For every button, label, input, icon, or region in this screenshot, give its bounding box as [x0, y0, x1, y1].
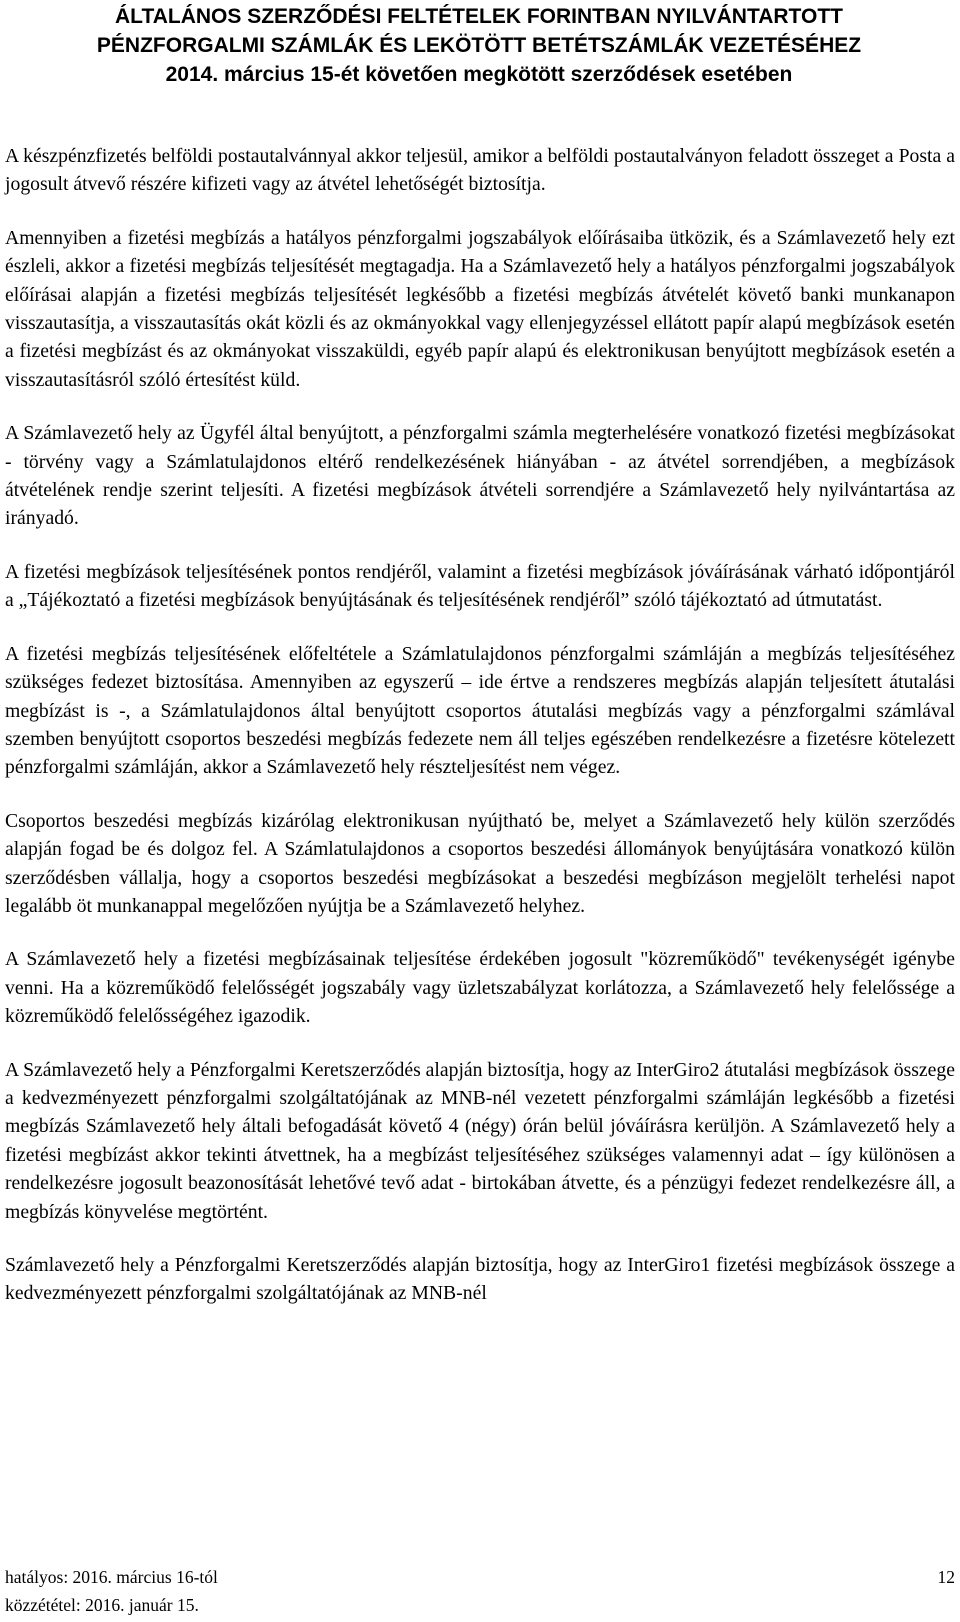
document-body: [5, 142, 955, 1333]
footer-row-effective: [5, 1563, 955, 1591]
paragraph-direct-debit: Csoportos beszedési megbízás kizárólag elektronikusan nyújtható be, melyet a Számlavezető hely külön szerződés alapján fogad be és dolgoz fel. A Számlatulajdonos a csoportos beszedési állományok benyújtására vonatkozó külön szerződésben vállalja, hogy a csoportos beszedési megbízásokat a beszedési megbízáson megjelölt terhelési napot legalább öt munkanappal megelőzően nyújtja be a Számlavezető helyhez.: [5, 809, 955, 917]
document-header: [6, 2, 952, 89]
paragraph-execution-order: A Számlavezető hely az Ügyfél által benyújtott, a pénzforgalmi számla megterhelésére vonatkozó fizetési megbízásokat - törvény vagy a Számlatulajdonos eltérő rendelkezésének hiányában - az átvétel sorrendjében, a megbízások átvételének rendje szerint teljesíti. A fizetési megbízások átvételi sorrendjére a Számlavezető hely nyilvántartása az irányadó.: [5, 422, 955, 530]
paragraph-refusal: Amennyiben a fizetési megbízás a hatályos pénzforgalmi jogszabályok előírásaiba ütközik, és a Számlavezető hely ezt észleli, akkor a fizetési megbízás teljesítését megtagadja. Ha a Számlavezető hely a hatályos pénzforgalmi jogszabályok előírásai alapján a fizetési megbízás teljesítését legkésőbb a fizetési megbízás átvételét követő banki munkanapon visszautasítja, a visszautasítás okát közli és az okmányokkal vagy ellenjegyzéssel ellátott papír alapú megbízások esetén a fizetési megbízást és az okmányokat visszaküldi, egyéb papír alapú és elektronikusan benyújtott megbízások esetén a visszautasításról szóló értesítést küld.: [5, 226, 955, 391]
header-title-line-2: PÉNZFORGALMI SZÁMLÁK ÉS LEKÖTÖTT BETÉTSZÁMLÁK VEZETÉSÉHEZ: [96, 34, 862, 57]
header-subtitle: 2014. március 15-ét követően megkötött szerződések esetében: [165, 63, 793, 86]
document-footer: [5, 1563, 955, 1619]
footer-published-date: közzététel: 2016. január 15.: [5, 1595, 199, 1615]
footer-row-published: [5, 1591, 955, 1619]
header-title-line-1: ÁLTALÁNOS SZERZŐDÉSI FELTÉTELEK FORINTBAN NYILVÁNTARTOTT: [115, 5, 843, 28]
paragraph-execution-info: A fizetési megbízások teljesítésének pontos rendjéről, valamint a fizetési megbízások jóváírásának várható időpontjáról a „Tájékoztató a fizetési megbízások benyújtásának és teljesítésének rendjéről” szóló tájékoztató ad útmutatást.: [5, 560, 955, 612]
paragraph-coverage: A fizetési megbízás teljesítésének előfeltétele a Számlatulajdonos pénzforgalmi számláján a megbízás teljesítéséhez szükséges fedezet biztosítása. Amennyiben az egyszerű – ide értve a rendszeres megbízás alapján teljesített átutalási megbízást is -, a Számlatulajdonos által benyújtott csoportos átutalási megbízás vagy a pénzforgalmi számlával szemben benyújtott csoportos beszedési megbízás fedezete nem áll teljes egészében rendelkezésre a fizetésre kötelezett pénzforgalmi számláján, akkor a Számlavezető hely részteljesítést nem végez.: [5, 642, 955, 779]
page-number: 12: [937, 1567, 955, 1587]
footer-effective-date: hatályos: 2016. március 16-tól: [5, 1567, 218, 1587]
paragraph-intergiro2: A Számlavezető hely a Pénzforgalmi Keretszerződés alapján biztosítja, hogy az InterGiro2 átutalási megbízások összege a kedvezményezett pénzforgalmi szolgáltatójának az MNB-nél vezetett pénzforgalmi számláján legkésőbb a fizetési megbízás Számlavezető hely általi befogadását követő 4 (négy) órán belül jóváírásra kerüljön. A Számlavezető hely a fizetési megbízást akkor tekinti átvettnek, ha a megbízást teljesítéséhez szükséges valamennyi adat – így különösen a rendelkezésre jogosult beazonosítását lehetővé tevő adat - birtokában átvette, és a pénzügyi fedezet rendelkezésre áll, a megbízás könyvelése megtörtént.: [5, 1058, 955, 1223]
paragraph-postal-payment: A készpénzfizetés belföldi postautalvánnyal akkor teljesül, amikor a belföldi postautalványon feladott összeget a Posta a jogosult átvevő részére kifizeti vagy az átvétel lehetőségét biztosítja.: [5, 145, 955, 196]
paragraph-intermediary: A Számlavezető hely a fizetési megbízásainak teljesítése érdekében jogosult "közreműködő" tevékenységét igénybe venni. Ha a közreműködő felelősségét jogszabály vagy üzletszabályzat korlátozza, a Számlavezető hely felelőssége a közreműködő felelősségéhez igazodik.: [5, 948, 955, 1028]
paragraph-intergiro1: Számlavezető hely a Pénzforgalmi Keretszerződés alapján biztosítja, hogy az InterGiro1 fizetési megbízások összege a kedvezményezett pénzforgalmi szolgáltatójának az MNB-nél: [5, 1254, 955, 1305]
